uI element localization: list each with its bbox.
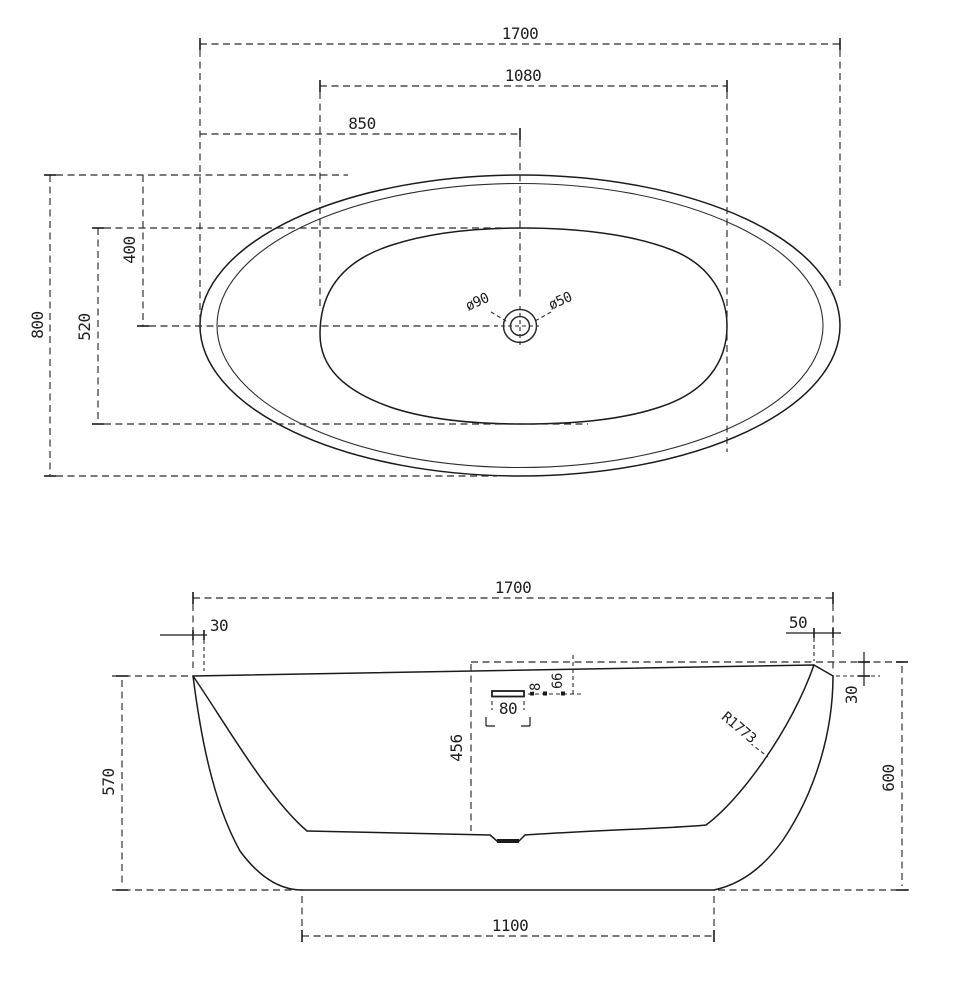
dim-side-height-right: [718, 662, 910, 890]
drain-inner-diameter-label: ø50: [546, 289, 575, 314]
rim-top-edge: [193, 665, 833, 676]
svg-text:1700: 1700: [494, 578, 532, 597]
top-view: [28, 24, 840, 476]
svg-text:600: 600: [879, 764, 898, 792]
svg-text:1100: 1100: [491, 916, 529, 935]
radius-callout: [718, 709, 768, 757]
interior-bottom-left: [307, 831, 490, 835]
drain-recess-bottom: [497, 839, 519, 843]
svg-text:400: 400: [120, 236, 139, 264]
tub-outer-rim: [200, 175, 840, 476]
dim-top-drain-from-left: [200, 114, 520, 140]
dim-top-basin-length: [320, 66, 727, 452]
dim-side-overflow-drop: [550, 655, 573, 697]
svg-text:456: 456: [447, 734, 466, 762]
svg-text:80: 80: [498, 699, 518, 718]
drain-inner-circle: [511, 317, 530, 336]
svg-text:8: 8: [528, 683, 544, 691]
left-outer-wall: [193, 676, 302, 890]
svg-text:50: 50: [788, 613, 808, 632]
dim-top-drain-from-top: [120, 175, 149, 326]
svg-text:1080: 1080: [504, 66, 542, 85]
svg-text:800: 800: [28, 311, 47, 339]
drain-inner-leader: [535, 312, 551, 321]
svg-text:520: 520: [75, 313, 94, 341]
right-inner-wall: [525, 665, 814, 835]
svg-text:850: 850: [348, 114, 376, 133]
dim-side-left-rim-offset: [160, 616, 228, 671]
svg-text:1700: 1700: [501, 24, 539, 43]
svg-text:570: 570: [99, 768, 118, 796]
dim-side-overall-length: [193, 578, 833, 670]
side-view: [99, 578, 910, 942]
overflow-slot: [492, 691, 524, 697]
dim-side-interior-depth: [447, 664, 471, 831]
left-inner-wall: [193, 676, 307, 831]
drain: [501, 306, 539, 346]
svg-text:30: 30: [842, 685, 861, 705]
svg-text:30: 30: [209, 616, 229, 635]
drain-outer-diameter-label: ø90: [463, 290, 492, 315]
dim-side-right-rim-drop: [471, 652, 906, 704]
dim-side-overflow-width: [486, 699, 530, 726]
svg-text:R1773: R1773: [718, 709, 759, 747]
dim-side-base-length: [302, 896, 714, 942]
right-outer-wall: [714, 676, 833, 890]
svg-text:66: 66: [550, 673, 566, 689]
drain-outer-leader: [491, 312, 506, 321]
